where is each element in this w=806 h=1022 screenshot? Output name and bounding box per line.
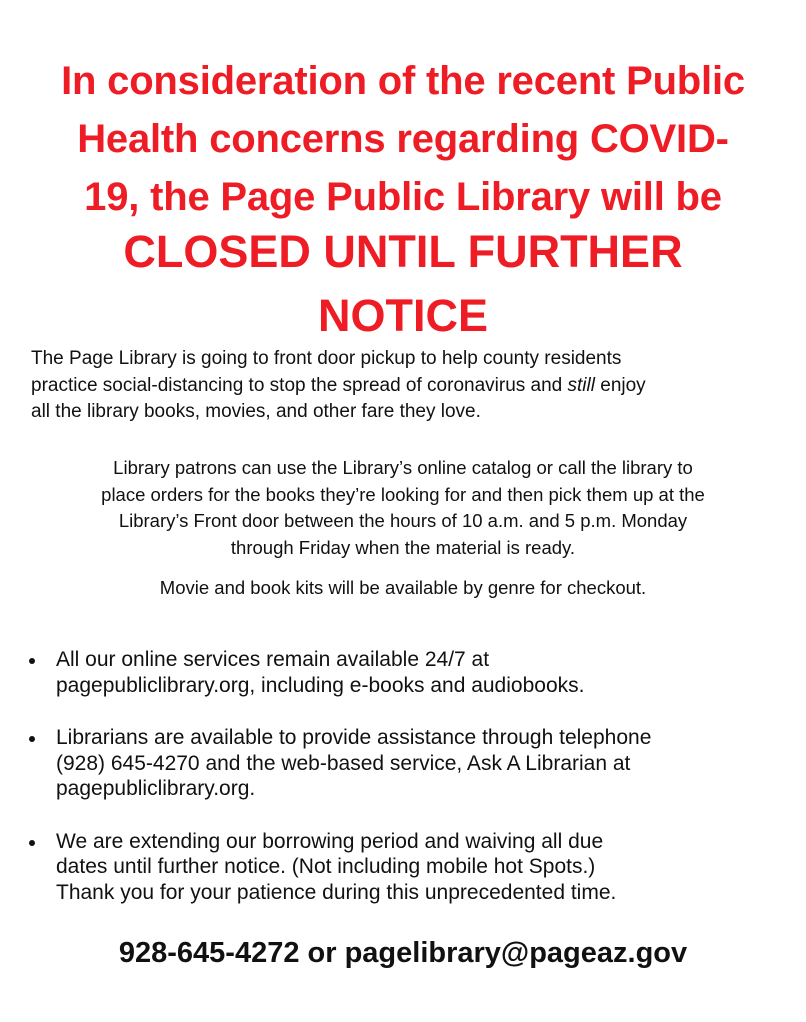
pickup-line-4: through Friday when the material is ready. (230, 536, 576, 558)
bullet-list (26, 647, 786, 932)
bullet-2-line-2: (928) 645-4270 and the web-based service, Ask A Librarian at (56, 751, 631, 775)
intro-line-2-end: enjoy (594, 374, 646, 396)
closed-notice-line-2: NOTICE (317, 290, 488, 341)
kits-paragraph (10, 575, 796, 602)
bullet-1-line-2: pagepubliclibrary.org, including e-books and audiobooks. (56, 673, 585, 697)
pickup-line-3: Library’s Front door between the hours of 10 a.m. and 5 p.m. Monday (118, 510, 688, 531)
pickup-paragraph (10, 455, 796, 561)
bullet-3-line-2: dates until further notice. (Not including mobile hot Spots.) (56, 855, 596, 878)
bullet-item-librarians (26, 725, 786, 802)
bullet-dot-icon (29, 736, 35, 742)
bullet-dot-icon (29, 840, 35, 846)
bullet-item-online-services (26, 647, 786, 698)
closed-notice-line-1: CLOSED UNTIL FURTHER (123, 226, 683, 277)
kits-line: Movie and book kits will be available by genre for checkout. (159, 577, 647, 598)
intro-line-2 (31, 373, 776, 400)
bullet-2-line-1: Librarians are available to provide assistance through telephone (56, 726, 652, 749)
bullet-item-borrowing-period (26, 829, 786, 906)
bullet-1-line-1: All our online services remain available 24/7 at (56, 648, 490, 671)
headline-line-2: Health concerns regarding COVID- (77, 117, 729, 161)
intro-line-3: all the library books, movies, and other fare they love. (31, 401, 481, 422)
pickup-line-2: place orders for the books they’re looking for and then pick them up at the (101, 483, 705, 505)
pickup-line-1: Library patrons can use the Library’s online catalog or call the library to (113, 457, 693, 478)
intro-line-1: The Page Library is going to front door pickup to help county residents (31, 348, 622, 369)
bullet-3-line-3: Thank you for your patience during this unprecedented time. (56, 880, 617, 904)
closed-notice (20, 220, 786, 348)
intro-emphasis: still (567, 374, 595, 396)
headline-line-3: 19, the Page Public Library will be (84, 175, 722, 219)
intro-paragraph (31, 346, 776, 426)
headline (20, 52, 786, 226)
bullet-3-line-1: We are extending our borrowing period and waiving all due (56, 829, 604, 853)
intro-line-2-start: practice social-distancing to stop the spread of coronavirus and (31, 374, 568, 396)
contact-line: 928-645-4272 or pagelibrary@pageaz.gov (118, 937, 688, 969)
bullet-dot-icon (29, 658, 35, 664)
bullet-2-line-3: pagepubliclibrary.org. (56, 777, 256, 800)
headline-line-1: In consideration of the recent Public (61, 59, 745, 103)
